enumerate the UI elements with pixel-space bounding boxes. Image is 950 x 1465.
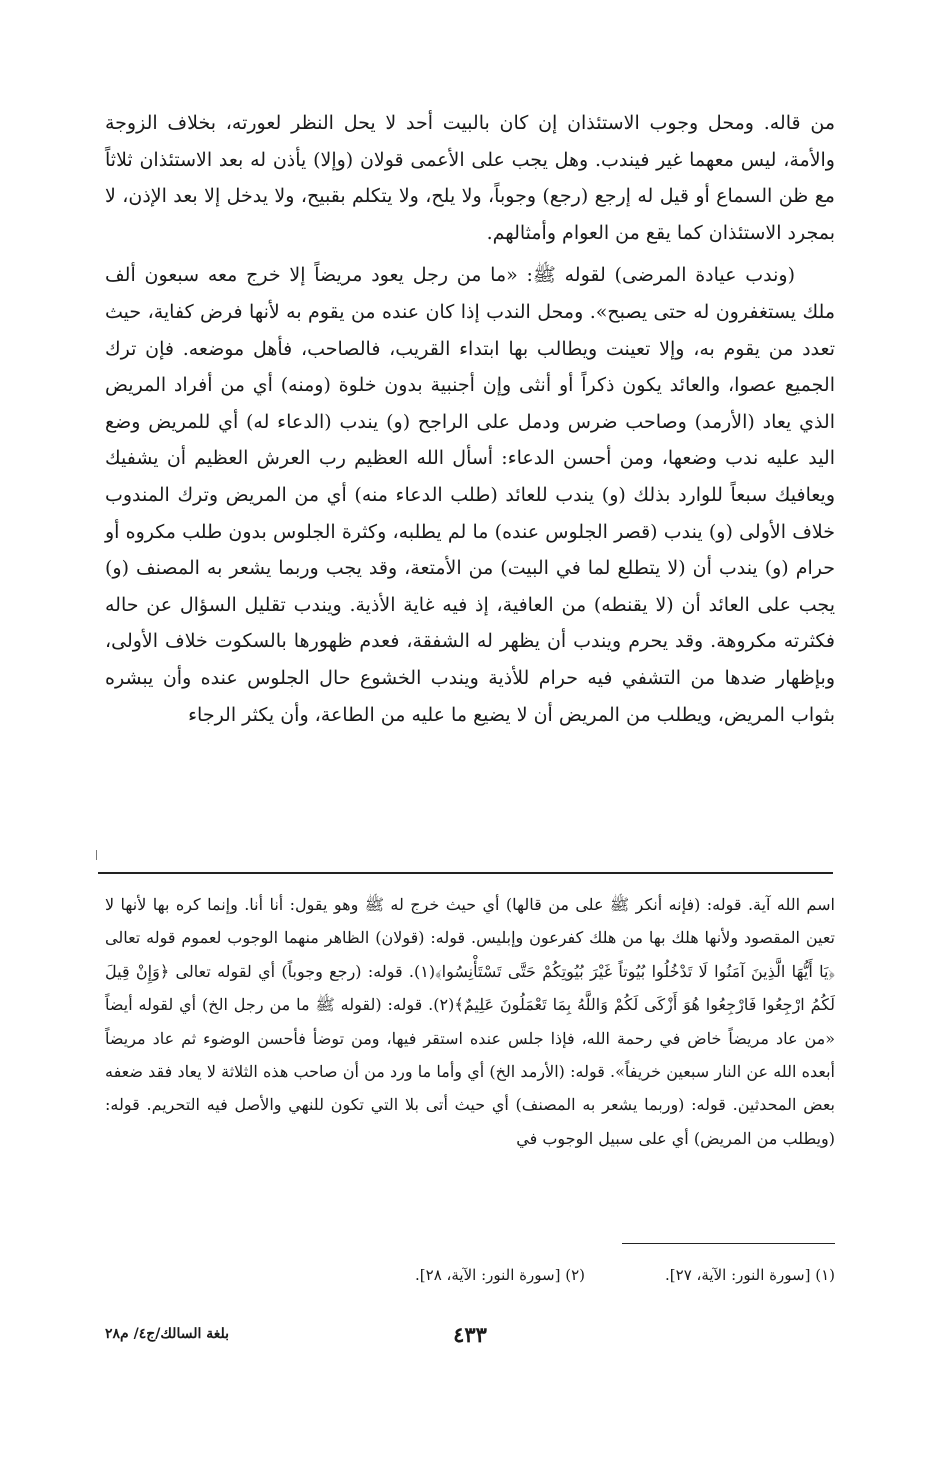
footnote-2: (٢) [سورة النور: الآية، ٢٨]. xyxy=(415,1266,585,1284)
main-text-block xyxy=(105,105,835,733)
main-paragraph-2: (وندب عيادة المرضى) لقوله ﷺ: «ما من رجل يعود مريضاً إلا خرج معه سبعون ألف ملك يستغفرون له حتى يصبح». ومحل الندب إذا كان عنده من يقوم به لأنها فرض كفاية، حيث تعدد من يقوم به، وإلا تعينت ويطالب بها ابتداء القريب، فالصاحب، فأهل موضعه. فإن ترك الجميع عصوا، والعائد يكون ذكراً أو أنثى وإن أجنبية بدون خلوة (ومنه) أي من أفراد المريض الذي يعاد (الأرمد) وصاحب ضرس ودمل على الراجح (و) يندب (الدعاء له) أي للمريض وضع اليد عليه ندب وضعها، ومن أحسن الدعاء: أسأل الله العظيم رب العرش العظيم أن يشفيك ويعافيك سبعاً للوارد بذلك (و) يندب للعائد (طلب الدعاء منه) أي من المريض وترك المندوب خلاف الأولى (و) يندب (قصر الجلوس عنده) ما لم يطلبه، وكثرة الجلوس بدون طلب مكروه أو حرام (و) يندب أن (لا يتطلع لما في البيت) من الأمتعة، وقد يجب وربما يشعر به المصنف (و) يجب على العائد أن (لا يقنطه) من العافية، إذ فيه غاية الأذية. ويندب تقليل السؤال عن حاله فكثرته مكروهة. وقد يحرم ويندب أن يظهر له الشفقة، فعدم ظهورها بالسكوت خلاف الأولى، وبإظهار ضدها من التشفي فيه حرام للأذية ويندب الخشوع حال الجلوس عنده وأن يبشره بثواب المريض، ويطلب من المريض أن لا يضيع ما عليه من الطاعة، وأن يكثر الرجاء xyxy=(105,264,835,726)
main-paragraph-1: من قاله. ومحل وجوب الاستئذان إن كان بالبيت أحد لا يحل النظر لعورته، بخلاف الزوجة والأمة، ليس معهما غير فيندب. وهل يجب على الأعمى قولان (وإلا) يأذن له بعد الاستئذان ثلاثاً مع ظن السماع أو قيل له إرجع (رجع) وجوباً، ولا يلح، ولا يتكلم بقبيح، ولا يدخل إلا بعد الإذن، لا بمجرد الاستئذان كما يقع من العوام وأمثالهم. xyxy=(105,112,835,244)
signature-mark: بلغة السالك/ج٤/ م٢٨ xyxy=(105,1326,230,1342)
commentary-block xyxy=(105,888,835,1155)
margin-tick xyxy=(96,850,97,860)
commentary-text: اسم الله آية. قوله: (فإنه أنكر ﷺ على من قالها) أي حيث خرج له ﷺ وهو يقول: أنا أنا. وإنما كره بها لأنها لا تعين المقصود ولأنها هلك بها من هلك كفرعون وإبليس. قوله: (قولان) الظاهر منهما الوجوب لعموم قوله تعالى ﴿يَا أَيُّهَا الَّذِينَ آمَنُوا لَا تَدْخُلُوا بُيُوتاً غَيْرَ بُيُوتِكُمْ حَتَّى تَسْتَأْنِسُوا﴾(١). قوله: (رجع وجوباً) أي لقوله تعالى ﴿وَإِنْ قِيلَ لَكُمُ ارْجِعُوا فَارْجِعُوا هُوَ أَزْكَى لَكُمْ وَاللَّهُ بِمَا تَعْمَلُونَ عَلِيمٌ﴾(٢). قوله: (لقوله ﷺ ما من رجل الخ) أي لقوله أيضاً «من عاد مريضاً خاض في رحمة الله، فإذا جلس عنده استقر فيها، ومن توضأ فأحسن الوضوء ثم عاد مريضاً أبعده الله عن النار سبعين خريفاً». قوله: (الأرمد الخ) أي وأما ما ورد من أن صاحب هذه الثلاثة لا يعاد فقد ضعفه بعض المحدثين. قوله: (وربما يشعر به المصنف) أي حيث أتى بلا التي تكون للنهي والأصل فيه التحريم. قوله: (ويطلب من المريض) أي على سبيل الوجوب في xyxy=(105,895,835,1148)
footnote-rule xyxy=(622,1243,835,1244)
separator-rule xyxy=(98,872,833,874)
footnote-1: (١) [سورة النور: الآية، ٢٧]. xyxy=(665,1266,835,1284)
footnotes xyxy=(105,1266,835,1290)
page-footer xyxy=(105,1322,835,1352)
page-number: ٤٣٣ xyxy=(453,1322,487,1347)
